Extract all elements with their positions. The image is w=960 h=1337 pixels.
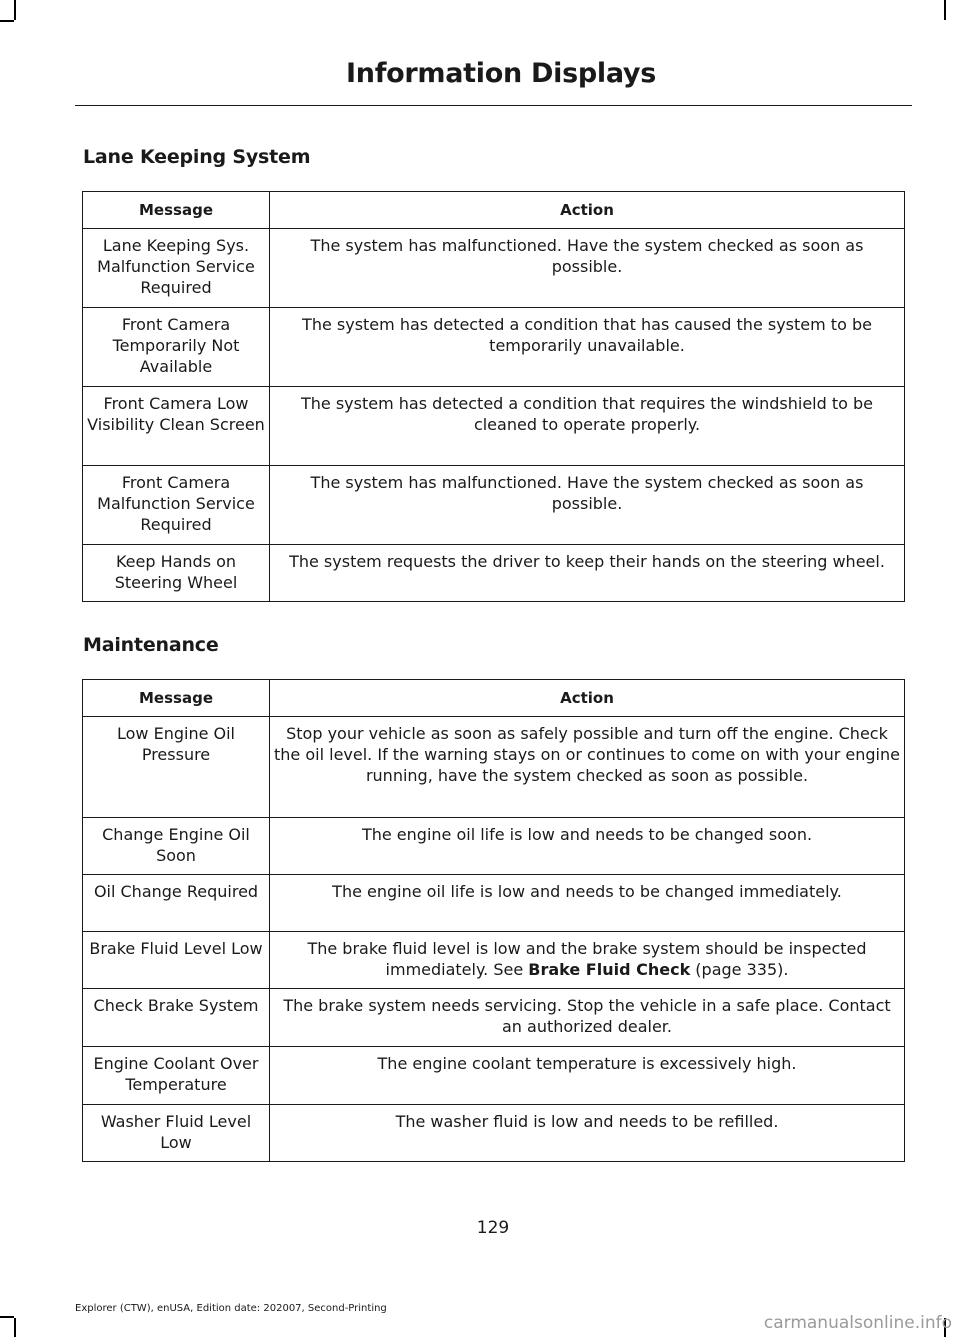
crop-mark-top-left <box>14 0 16 20</box>
action-cell: The system has malfunctioned. Have the system checked as soon as possible. <box>270 466 905 545</box>
watermark: carmanualsonline.info <box>763 1313 952 1333</box>
table-row <box>83 466 905 545</box>
message-cell: Engine Coolant Over Temperature <box>83 1047 270 1105</box>
message-cell: Brake Fluid Level Low <box>83 932 270 989</box>
message-cell: Lane Keeping Sys. Malfunction Service Required <box>83 229 270 308</box>
edition-info: Explorer (CTW), enUSA, Edition date: 202007, Second-Printing <box>75 1303 387 1314</box>
message-cell: Keep Hands on Steering Wheel <box>83 545 270 602</box>
column-header-action: Action <box>270 680 905 717</box>
section-heading-maintenance: Maintenance <box>83 634 219 656</box>
table-row <box>83 989 905 1047</box>
table-header-row <box>83 192 905 229</box>
crop-mark-left-bottom <box>0 1316 14 1318</box>
action-cell: The engine oil life is low and needs to be changed soon. <box>270 818 905 875</box>
lane-keeping-table <box>82 191 905 602</box>
message-cell: Oil Change Required <box>83 875 270 932</box>
crop-mark-top-right <box>944 0 946 20</box>
action-text: The brake fluid level is low and the brake system should be inspected immediately. See <box>307 939 867 979</box>
section-heading-lane-keeping: Lane Keeping System <box>83 146 311 168</box>
action-cell: The system has detected a condition that has caused the system to be temporarily unavailable. <box>270 308 905 387</box>
table-row <box>83 818 905 875</box>
action-cell: The engine coolant temperature is excessively high. <box>270 1047 905 1105</box>
message-cell: Front Camera Low Visibility Clean Screen <box>83 387 270 466</box>
message-cell: Change Engine Oil Soon <box>83 818 270 875</box>
message-cell: Check Brake System <box>83 989 270 1047</box>
action-cell: The system requests the driver to keep their hands on the steering wheel. <box>270 545 905 602</box>
action-cell: The washer fluid is low and needs to be refilled. <box>270 1105 905 1162</box>
table-row <box>83 1105 905 1162</box>
message-cell: Front Camera Temporarily Not Available <box>83 308 270 387</box>
table-row <box>83 229 905 308</box>
action-cell <box>270 932 905 989</box>
page-title: Information Displays <box>346 58 656 89</box>
message-cell: Low Engine Oil Pressure <box>83 717 270 818</box>
action-cell: The engine oil life is low and needs to be changed immediately. <box>270 875 905 932</box>
crop-mark-left-top <box>0 20 14 22</box>
brake-fluid-check-link[interactable]: Brake Fluid Check <box>528 960 691 979</box>
page-number: 129 <box>476 1218 510 1238</box>
column-header-action: Action <box>270 192 905 229</box>
action-cell: The system has detected a condition that requires the windshield to be cleaned to operate properly. <box>270 387 905 466</box>
table-row <box>83 875 905 932</box>
maintenance-table <box>82 679 905 1162</box>
table-header-row <box>83 680 905 717</box>
table-row <box>83 545 905 602</box>
message-cell: Washer Fluid Level Low <box>83 1105 270 1162</box>
column-header-message: Message <box>83 192 270 229</box>
table-row <box>83 387 905 466</box>
column-header-message: Message <box>83 680 270 717</box>
message-cell: Front Camera Malfunction Service Required <box>83 466 270 545</box>
title-divider <box>75 105 912 106</box>
table-row <box>83 717 905 818</box>
action-cell: The system has malfunctioned. Have the system checked as soon as possible. <box>270 229 905 308</box>
page-reference: (page 335). <box>695 960 789 979</box>
action-cell: Stop your vehicle as soon as safely possible and turn off the engine. Check the oil level. If the warning stays on or continues to come on with your engine running, have the system checked as soon as possible. <box>270 717 905 818</box>
table-row <box>83 308 905 387</box>
table-row <box>83 932 905 989</box>
table-row <box>83 1047 905 1105</box>
action-cell: The brake system needs servicing. Stop the vehicle in a safe place. Contact an authorized dealer. <box>270 989 905 1047</box>
crop-mark-bottom-left <box>14 1318 16 1337</box>
